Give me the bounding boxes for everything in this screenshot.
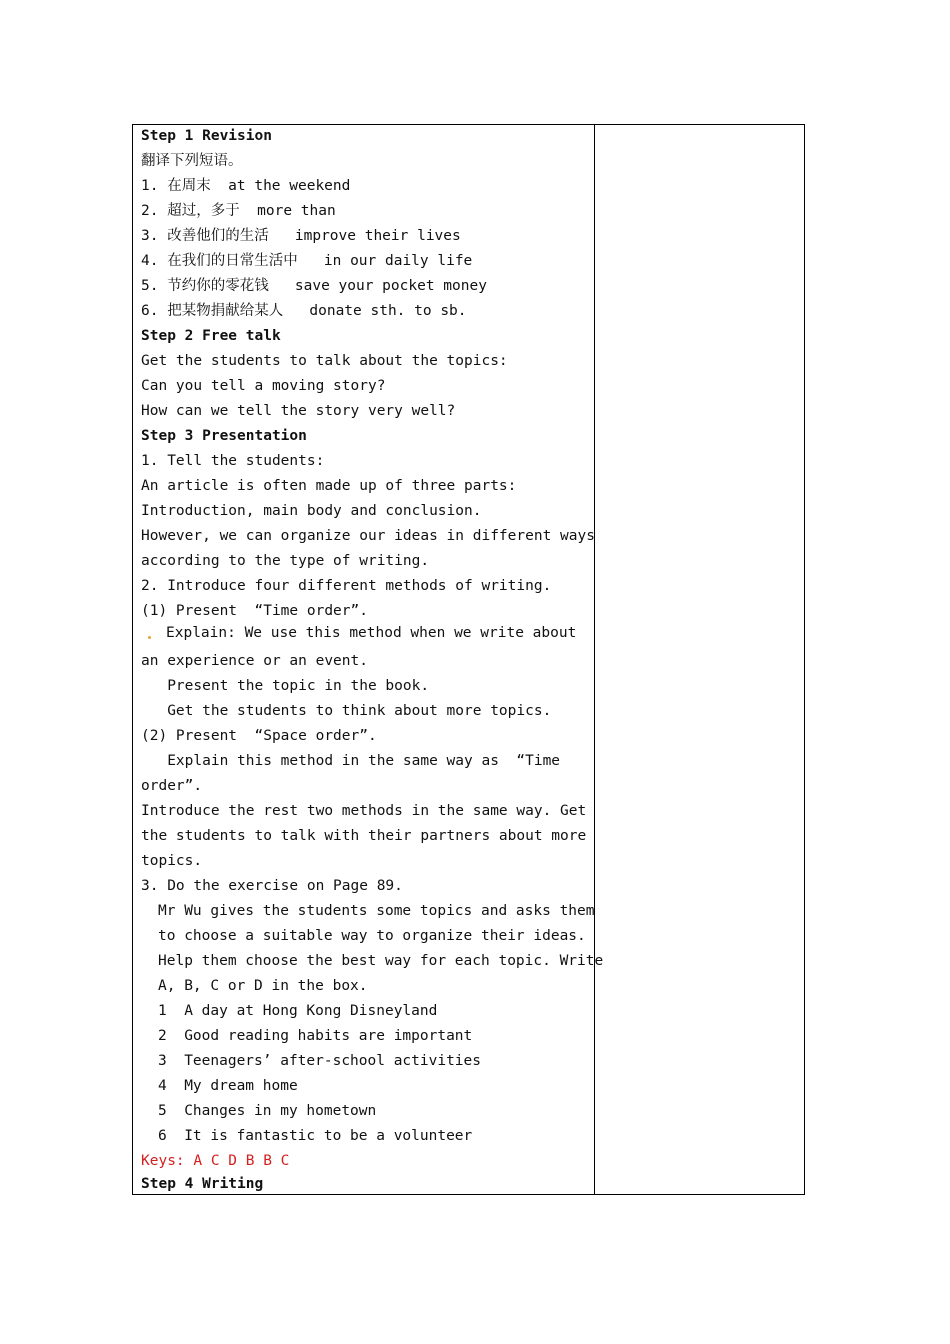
text-line: Get the students to talk about the topics: xyxy=(141,353,508,369)
answer-keys: Keys: A C D B B C xyxy=(141,1153,290,1169)
text-line: 5. 节约你的零花钱 save your pocket money xyxy=(141,278,487,294)
step-heading: Step 4 Writing xyxy=(141,1176,264,1192)
text-line: 1 A day at Hong Kong Disneyland xyxy=(158,1003,438,1019)
text-line: Get the students to think about more topics. xyxy=(141,703,552,719)
text-line: Can you tell a moving story? xyxy=(141,378,386,394)
text-line: order”. xyxy=(141,778,203,794)
text-line: However, we can organize our ideas in different ways xyxy=(141,528,595,544)
text-line: the students to talk with their partners about more xyxy=(141,828,587,844)
text-line: 3 Teenagers’ after-school activities xyxy=(158,1053,482,1069)
text-line: 3. Do the exercise on Page 89. xyxy=(141,878,403,894)
step-heading: Step 1 Revision xyxy=(141,128,272,144)
text-line: Help them choose the best way for each topic. Write xyxy=(158,953,604,969)
text-line: Explain: We use this method when we write about xyxy=(166,625,577,641)
decorative-dot xyxy=(148,636,151,639)
step-heading: Step 3 Presentation xyxy=(141,428,307,444)
text-line: Explain this method in the same way as “Time xyxy=(141,753,561,769)
text-line: according to the type of writing. xyxy=(141,553,430,569)
step-heading: Step 2 Free talk xyxy=(141,328,281,344)
text-line: 6. 把某物捐献给某人 donate sth. to sb. xyxy=(141,303,467,319)
text-line: 2 Good reading habits are important xyxy=(158,1028,473,1044)
text-line: How can we tell the story very well? xyxy=(141,403,456,419)
text-line: 5 Changes in my hometown xyxy=(158,1103,377,1119)
text-line: Mr Wu gives the students some topics and asks them xyxy=(158,903,595,919)
text-line: An article is often made up of three parts: xyxy=(141,478,517,494)
text-line: Introduce the rest two methods in the same way. Get xyxy=(141,803,587,819)
text-line: 3. 改善他们的生活 improve their lives xyxy=(141,228,461,244)
text-line: 1. Tell the students: xyxy=(141,453,325,469)
text-line: 6 It is fantastic to be a volunteer xyxy=(158,1128,473,1144)
column-divider xyxy=(594,124,595,1195)
text-line: (1) Present “Time order”. xyxy=(141,603,368,619)
text-line: (2) Present “Space order”. xyxy=(141,728,377,744)
text-line: 2. Introduce four different methods of writing. xyxy=(141,578,552,594)
text-line: to choose a suitable way to organize their ideas. xyxy=(158,928,586,944)
text-line: 4 My dream home xyxy=(158,1078,298,1094)
text-line: Present the topic in the book. xyxy=(141,678,430,694)
text-line: topics. xyxy=(141,853,203,869)
text-line: 翻译下列短语。 xyxy=(141,153,243,169)
text-line: 2. 超过，多于 more than xyxy=(141,203,336,219)
text-line: 1. 在周末 at the weekend xyxy=(141,178,351,194)
text-line: A, B, C or D in the box. xyxy=(158,978,368,994)
text-line: Introduction, main body and conclusion. xyxy=(141,503,482,519)
text-line: 4. 在我们的日常生活中 in our daily life xyxy=(141,253,473,269)
text-line: an experience or an event. xyxy=(141,653,368,669)
